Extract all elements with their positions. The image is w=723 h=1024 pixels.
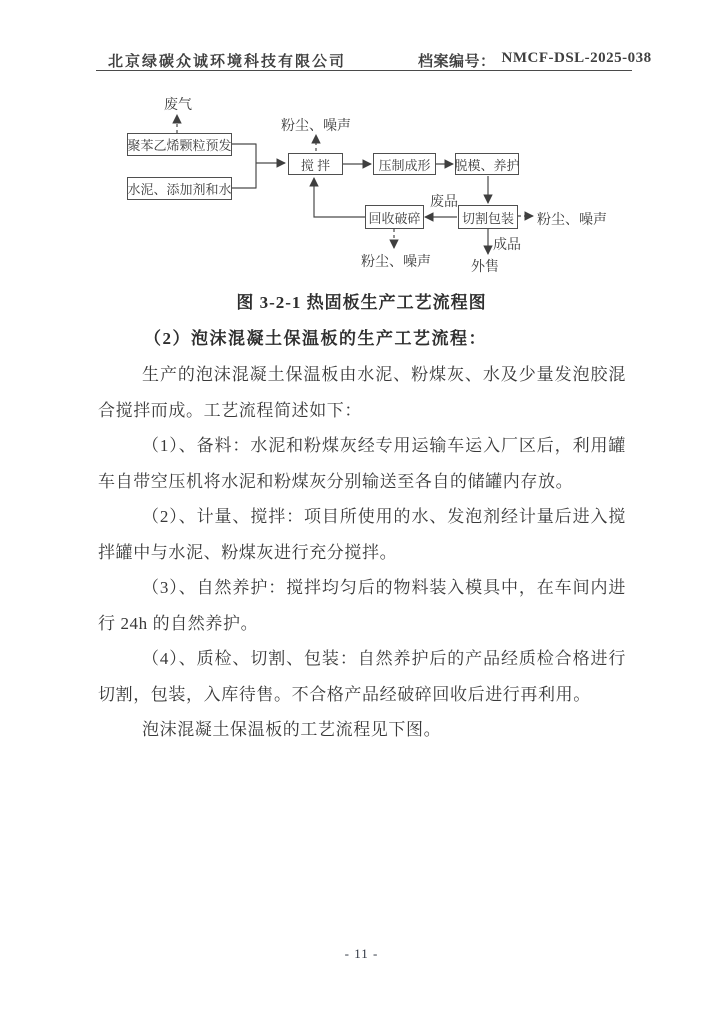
flowchart-box-pre-expand: 聚苯乙烯颗粒预发	[127, 133, 232, 156]
flowchart-box-mixing: 搅 拌	[288, 153, 343, 175]
flowchart-label-waste-gas: 废气	[164, 98, 192, 113]
flowchart-box-cutting-packing: 切割包装	[458, 205, 518, 229]
flowchart-box-cement-additives-water: 水泥、添加剂和水	[127, 177, 232, 200]
flowchart-connectors	[0, 0, 723, 290]
paragraph-step-3: （3）、自然养护：搅拌均匀后的物料装入模具中，在车间内进行 24h 的自然养护。	[98, 578, 626, 633]
page-number: - 11 -	[344, 946, 379, 961]
flowchart-box-demold-curing: 脱模、养护	[455, 153, 519, 175]
figure-caption: 图 3-2-1 热固板生产工艺流程图	[236, 293, 487, 312]
header-company-name: 北京绿碳众诚环境科技有限公司	[108, 54, 347, 70]
doc-number-value: NMCF-DSL-2025-038	[501, 50, 652, 66]
flowchart-label-waste-product: 废品	[430, 195, 458, 210]
paragraph-outro: 泡沫混凝土保温板的工艺流程见下图。	[142, 720, 442, 739]
paragraph-step-1: （1）、备料：水泥和粉煤灰经专用运输车运入厂区后，利用罐车自带空压机将水泥和粉煤灰分别输送至各自的储罐内存放。	[98, 436, 626, 491]
paragraph-step-2: （2）、计量、搅拌：项目所使用的水、发泡剂经计量后进入搅拌罐中与水泥、粉煤灰进行充分搅拌。	[98, 507, 626, 562]
flowchart-label-finished-product: 成品	[493, 238, 521, 253]
doc-number-label: 档案编号：	[418, 54, 496, 70]
paragraph-intro: 生产的泡沫混凝土保温板由水泥、粉煤灰、水及少量发泡胶混合搅拌而成。工艺流程简述如下：	[98, 365, 626, 420]
flowchart-box-pressing: 压制成形	[373, 153, 436, 175]
flowchart-label-external-sale: 外售	[471, 260, 499, 275]
flowchart-label-dust-noise-top: 粉尘、噪声	[281, 119, 351, 134]
section-heading: （2）泡沫混凝土保温板的生产工艺流程：	[144, 329, 487, 348]
flowchart-label-dust-noise-bottom: 粉尘、噪声	[361, 255, 431, 270]
flowchart-label-dust-noise-right: 粉尘、噪声	[537, 213, 607, 228]
process-flowchart	[0, 0, 723, 290]
body-text	[98, 357, 626, 748]
flowchart-box-recycle-crushing: 回收破碎	[365, 205, 424, 229]
paragraph-step-4: （4）、质检、切割、包装：自然养护后的产品经质检合格进行切割，包装，入库待售。不合格产品经破碎回收后进行再利用。	[98, 649, 626, 704]
